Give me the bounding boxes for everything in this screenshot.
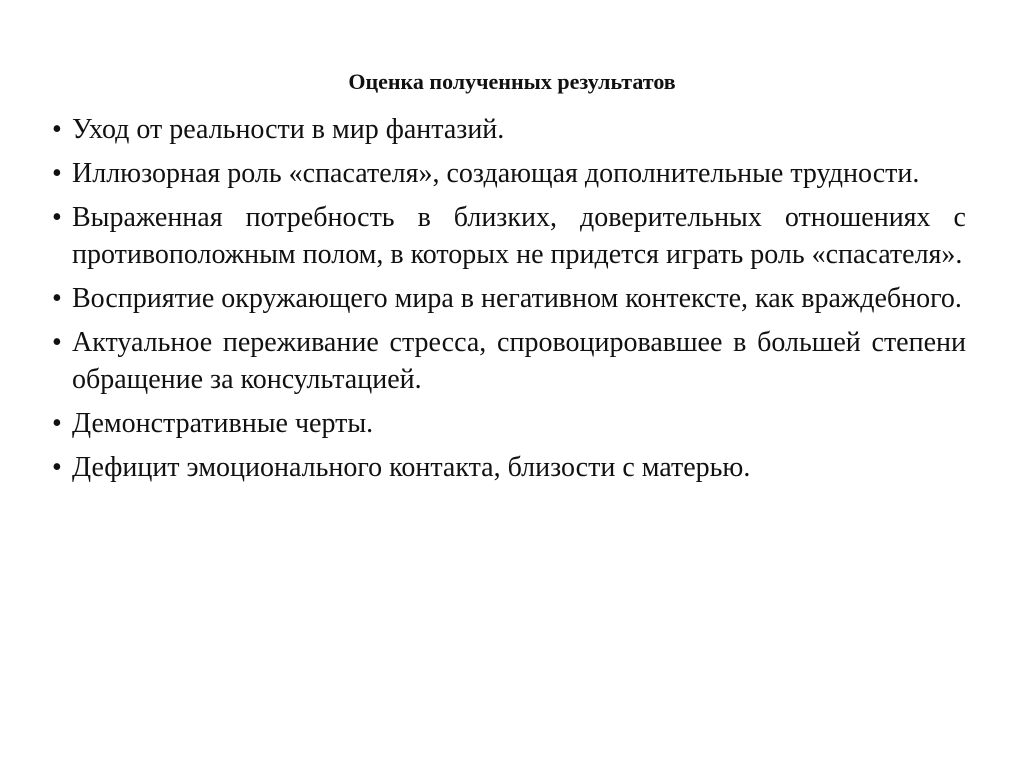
bullet-item [52,199,966,273]
bullet-item [52,111,966,148]
bullet-text: Восприятие окружающего мира в негативном контексте, как враждебного. [72,283,962,314]
bullet-text: Уход от реальности в мир фантазий. [72,114,505,145]
bullet-icon: • [52,283,62,314]
bullet-icon: • [52,452,62,483]
slide-title: Оценка полученных результатов [348,69,676,94]
bullet-item [52,280,966,317]
bullet-item [52,324,966,398]
bullet-text: Демонстративные черты. [72,408,374,439]
bullet-text: Дефицит эмоционального контакта, близости с матерью. [72,452,751,483]
bullet-icon: • [52,327,62,358]
bullet-item [52,405,966,442]
bullet-text: Актуальное переживание стресса, спровоцировавшее в большей степени обращение за консультацией. [72,327,966,395]
bullet-item [52,449,966,486]
bullet-text: Выраженная потребность в близких, доверительных отношениях с противоположным полом, в которых не придется играть роль «спасателя». [72,202,966,270]
bullet-icon: • [52,202,62,233]
bullet-text: Иллюзорная роль «спасателя», создающая дополнительные трудности. [72,158,920,189]
bullet-icon: • [52,408,62,439]
bullet-icon: • [52,114,62,145]
bullet-icon: • [52,158,62,189]
bullet-item [52,155,966,192]
bullet-list [52,111,966,493]
